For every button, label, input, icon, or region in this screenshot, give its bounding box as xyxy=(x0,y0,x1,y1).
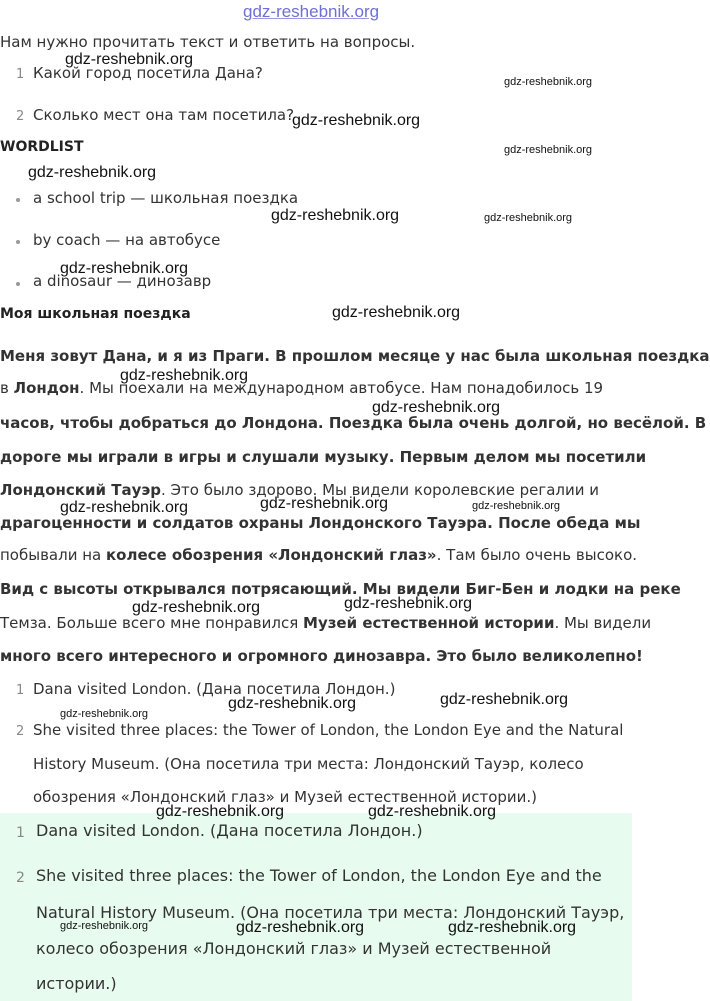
story-line: Лондонский Тауэр. Это было здорово. Мы видели королевские регалии и xyxy=(0,481,600,499)
final-answer-text: Dana visited London. (Дана посетила Лондон.) xyxy=(36,821,423,840)
watermark: gdz-reshebnik.org xyxy=(440,691,569,708)
story-line: драгоценности и солдатов охраны Лондонского Тауэра. После обеда мы xyxy=(0,514,641,532)
watermark: gdz-reshebnik.org xyxy=(484,212,573,224)
answer-text: She visited three places: the Tower of London, the London Eye and the Natural xyxy=(33,721,624,739)
bullet-icon xyxy=(16,282,20,286)
story-line: Меня зовут Дана, и я из Праги. В прошлом месяце у нас была школьная поездка xyxy=(0,347,710,365)
answer-text: History Museum. (Она посетила три места: Лондонский Тауэр, колесо xyxy=(33,755,584,773)
watermark: gdz-reshebnik.org xyxy=(504,144,593,156)
question-text: Какой город посетила Дана? xyxy=(33,64,263,82)
watermark: gdz-reshebnik.org xyxy=(60,920,149,932)
watermark: gdz-reshebnik.org xyxy=(271,207,400,224)
question-number: 1 xyxy=(16,67,25,82)
story-line: дороге мы играли в игры и слушали музыку. Первым делом мы посетили xyxy=(0,448,647,466)
answer-number: 2 xyxy=(16,724,25,739)
answer-text: обозрения «Лондонский глаз» и Музей естественной истории.) xyxy=(33,788,538,806)
watermark: gdz-reshebnik.org xyxy=(228,695,357,712)
site-watermark-top[interactable]: gdz-reshebnik.org xyxy=(243,2,380,21)
final-answer-number: 2 xyxy=(16,870,25,886)
story-title: Моя школьная поездка xyxy=(0,306,191,322)
answer-number: 1 xyxy=(16,683,25,698)
watermark: gdz-reshebnik.org xyxy=(368,803,497,820)
final-answer-number: 1 xyxy=(16,825,25,841)
watermark: gdz-reshebnik.org xyxy=(448,919,577,936)
watermark: gdz-reshebnik.org xyxy=(60,708,149,720)
question-text: Сколько мест она там посетила? xyxy=(33,106,295,124)
wordlist-item: a dinosaur — динозавр xyxy=(33,272,212,290)
story-line: много всего интересного и огромного динозавра. Это было великолепно! xyxy=(0,647,643,665)
watermark: gdz-reshebnik.org xyxy=(236,919,365,936)
watermark: gdz-reshebnik.org xyxy=(65,51,194,68)
watermark: gdz-reshebnik.org xyxy=(260,495,389,512)
intro-text: Нам нужно прочитать текст и ответить на вопросы. xyxy=(0,33,416,51)
watermark: gdz-reshebnik.org xyxy=(132,599,261,616)
watermark: gdz-reshebnik.org xyxy=(28,164,157,181)
final-answer-text: Natural History Museum. (Она посетила три места: Лондонский Тауэр, xyxy=(36,903,625,922)
watermark: gdz-reshebnik.org xyxy=(156,803,285,820)
watermark: gdz-reshebnik.org xyxy=(60,260,189,277)
watermark: gdz-reshebnik.org xyxy=(372,399,501,416)
watermark: gdz-reshebnik.org xyxy=(504,76,593,88)
story-line: Темза. Больше всего мне понравился Музей естественной истории. Мы видели xyxy=(0,614,652,632)
wordlist-title: WORDLIST xyxy=(0,139,84,155)
watermark: gdz-reshebnik.org xyxy=(332,304,461,321)
final-answer-text: истории.) xyxy=(36,974,117,993)
story-line: побывали на колесе обозрения «Лондонский глаз». Там было очень высоко. xyxy=(0,546,638,564)
watermark: gdz-reshebnik.org xyxy=(292,112,421,129)
wordlist-item: a school trip — школьная поездка xyxy=(33,189,299,207)
story-line: в Лондон. Мы поехали на международном автобусе. Нам понадобилось 19 xyxy=(0,379,604,397)
final-answer-text: She visited three places: the Tower of London, the London Eye and the xyxy=(36,866,602,885)
answer-text: Dana visited London. (Дана посетила Лондон.) xyxy=(33,680,396,698)
watermark: gdz-reshebnik.org xyxy=(120,367,249,384)
question-number: 2 xyxy=(16,109,25,124)
story-line: Вид с высоты открывался потрясающий. Мы видели Биг-Бен и лодки на реке xyxy=(0,580,681,598)
watermark: gdz-reshebnik.org xyxy=(60,499,189,516)
wordlist-item: by coach — на автобусе xyxy=(33,231,221,249)
watermark: gdz-reshebnik.org xyxy=(344,595,473,612)
story-line: часов, чтобы добраться до Лондона. Поездка была очень долгой, но весёлой. В xyxy=(0,414,707,432)
bullet-icon xyxy=(16,198,20,202)
final-answer-text: колесо обозрения «Лондонский глаз» и Музей естественной xyxy=(36,939,552,958)
bullet-icon xyxy=(16,240,20,244)
watermark: gdz-reshebnik.org xyxy=(472,500,561,512)
